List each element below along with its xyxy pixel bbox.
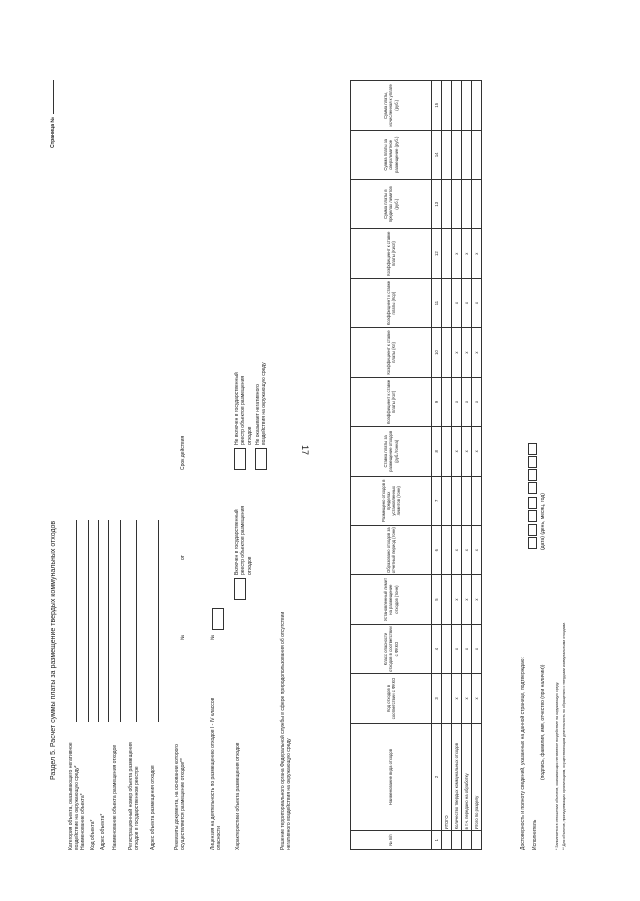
- page-number: 17: [300, 444, 311, 456]
- table-cell[interactable]: х: [472, 575, 482, 624]
- calc-table: [350, 80, 482, 850]
- table-cell[interactable]: [472, 180, 482, 229]
- index-cell: 2: [432, 723, 442, 831]
- doc-no: №: [180, 634, 186, 640]
- table-cell[interactable]: [462, 81, 472, 131]
- index-cell: 12: [432, 229, 442, 278]
- table-cell[interactable]: х: [472, 427, 482, 476]
- table-row: [472, 81, 482, 850]
- table-cell[interactable]: х: [472, 525, 482, 574]
- char-option-1: Включен в государственный реестр объектов размещения отходов: [234, 505, 253, 575]
- header-cell: Образовано отходов за отчетный период (тонн): [351, 525, 432, 574]
- table-cell[interactable]: х: [462, 575, 472, 624]
- index-cell: 1: [432, 831, 442, 850]
- table-row: [442, 81, 452, 850]
- table-cell[interactable]: [452, 476, 462, 525]
- table-cell[interactable]: [442, 180, 452, 229]
- license-box[interactable]: [212, 608, 224, 630]
- table-cell[interactable]: [462, 831, 472, 850]
- doc-from: от: [180, 555, 186, 560]
- date-caption: (дата) (день, месяц, год): [540, 493, 546, 550]
- table-cell[interactable]: х: [452, 624, 462, 673]
- index-cell: 11: [432, 278, 442, 327]
- note-2: ** Для объектов, принадлежащих организациям, осуществляющим деятельность по обращению с твердыми коммунальными отходами.: [562, 621, 566, 850]
- header-cell: Сумма платы, исчисленная к уплате (руб.): [351, 81, 432, 131]
- table-cell[interactable]: [442, 328, 452, 377]
- table-cell[interactable]: х: [472, 229, 482, 278]
- table-cell[interactable]: [442, 525, 452, 574]
- header-cell: Наименование вида отходов: [351, 723, 432, 831]
- field-reg-number: Регистрационный номер объекта размещения отходов в государственном реестре: [128, 520, 137, 850]
- index-cell: 6: [432, 525, 442, 574]
- index-cell: 9: [432, 377, 442, 426]
- table-cell[interactable]: [472, 130, 482, 179]
- authority-text: Решение территориального органа Федеральной службы в сфере природопользования об отсутствии негативного воздействия на окружающую среду: [280, 611, 293, 850]
- executor-label: Исполнитель: [532, 819, 538, 850]
- table-cell[interactable]: [442, 278, 452, 327]
- page-marker: [50, 80, 56, 148]
- page-marker-label: Страница №: [50, 117, 56, 148]
- field-category: Категория объекта, оказывающего негативное воздействие на окружающую среду*: [68, 520, 77, 850]
- table-cell[interactable]: х: [462, 278, 472, 327]
- table-cell[interactable]: Количество твердых коммунальных отходов: [452, 723, 462, 831]
- table-cell[interactable]: х: [462, 229, 472, 278]
- char-box-1[interactable]: [234, 578, 246, 600]
- table-cell[interactable]: [442, 130, 452, 179]
- table-cell[interactable]: х: [472, 377, 482, 426]
- header-cell: Код отходов в соответствии с ФККО: [351, 674, 432, 723]
- table-row: [462, 81, 472, 850]
- index-cell: 13: [432, 180, 442, 229]
- table-cell[interactable]: [442, 575, 452, 624]
- header-cell: Коэффициент к ставке платы (Кисп): [351, 229, 432, 278]
- table-cell[interactable]: [442, 81, 452, 131]
- table-cell[interactable]: [442, 427, 452, 476]
- table-cell[interactable]: [462, 476, 472, 525]
- table-cell[interactable]: в т.ч. передано на обработку: [462, 723, 472, 831]
- table-cell[interactable]: [442, 624, 452, 673]
- table-cell[interactable]: х: [462, 427, 472, 476]
- header-cell: Установленный лимит на размещение отходов (тонн): [351, 575, 432, 624]
- table-cell[interactable]: х: [452, 229, 462, 278]
- table-cell[interactable]: [442, 831, 452, 850]
- table-cell[interactable]: Итого по разделу: [472, 723, 482, 831]
- page-marker-line: [53, 80, 54, 114]
- table-cell[interactable]: х: [452, 427, 462, 476]
- reporting-label: Достоверность и полноту сведений, указанных на данной странице, подтверждаю:: [520, 657, 526, 850]
- index-cell: 14: [432, 130, 442, 179]
- signature-caption: (подпись, фамилия, имя, отчество (при наличии)): [540, 664, 546, 780]
- char-box-3[interactable]: [255, 448, 267, 470]
- table-cell[interactable]: [442, 476, 452, 525]
- table-cell[interactable]: х: [462, 377, 472, 426]
- index-cell: 7: [432, 476, 442, 525]
- index-row: [432, 81, 442, 850]
- header-cell: Сумма платы за сверхлимитное размещение (руб.): [351, 130, 432, 179]
- table-cell[interactable]: х: [472, 624, 482, 673]
- character-label: Характеристики объекта размещения отходов: [235, 742, 241, 850]
- calc-body: [432, 81, 482, 850]
- table-cell[interactable]: х: [462, 328, 472, 377]
- field-object-address: Адрес объекта*: [100, 520, 109, 850]
- table-cell[interactable]: х: [462, 525, 472, 574]
- table-cell[interactable]: [472, 831, 482, 850]
- table-cell[interactable]: [452, 831, 462, 850]
- rotated-form: [50, 80, 590, 850]
- char-box-2[interactable]: [234, 448, 246, 470]
- table-cell[interactable]: [462, 130, 472, 179]
- table-cell[interactable]: [462, 180, 472, 229]
- index-cell: 15: [432, 81, 442, 131]
- header-cell: № п/п: [351, 831, 432, 850]
- table-cell[interactable]: ИТОГО: [442, 723, 452, 831]
- doc-valid: Срок действия: [180, 435, 186, 470]
- license-label: Лицензия на деятельность по размещению отходов I - IV классов опасности: [210, 697, 223, 850]
- table-cell[interactable]: х: [452, 278, 462, 327]
- note-1: * Заполняется в отношении объектов, оказывающих негативное воздействие на окружающую среду.: [555, 681, 559, 850]
- field-object-name: Наименование объекта*: [80, 520, 89, 850]
- table-cell[interactable]: [472, 476, 482, 525]
- table-cell[interactable]: х: [462, 624, 472, 673]
- table-cell[interactable]: [472, 81, 482, 131]
- header-cell: Сумма платы в пределах лимитов (руб.): [351, 180, 432, 229]
- field-object-code: Код объекта*: [90, 520, 99, 850]
- field-disposal-address: Адрес объекта размещения отходов: [150, 520, 159, 850]
- table-cell[interactable]: [442, 377, 452, 426]
- table-row: [452, 81, 462, 850]
- index-cell: 5: [432, 575, 442, 624]
- table-cell[interactable]: х: [472, 674, 482, 723]
- table-cell[interactable]: х: [472, 278, 482, 327]
- table-cell[interactable]: х: [452, 575, 462, 624]
- table-cell[interactable]: [442, 674, 452, 723]
- header-cell: Коэффициент к ставке платы (Кл): [351, 328, 432, 377]
- table-cell[interactable]: х: [452, 525, 462, 574]
- date-boxes[interactable]: [528, 443, 537, 550]
- table-cell[interactable]: х: [452, 377, 462, 426]
- table-cell[interactable]: х: [452, 674, 462, 723]
- field-doc-requisites: Реквизиты документа, на основании которого осуществляется размещение отходов**: [174, 744, 187, 850]
- table-cell[interactable]: [452, 180, 462, 229]
- table-cell[interactable]: [452, 81, 462, 131]
- index-cell: 10: [432, 328, 442, 377]
- header-cell: Коэффициент к ставке платы (Кср): [351, 278, 432, 327]
- header-cell: Ставка платы за размещение отходов (руб./тонна): [351, 427, 432, 476]
- license-no: №: [210, 634, 216, 640]
- header-cell: Класс опасности отходов в соответствии с ФККО: [351, 624, 432, 673]
- index-cell: 8: [432, 427, 442, 476]
- index-cell: 3: [432, 674, 442, 723]
- table-cell[interactable]: х: [462, 674, 472, 723]
- char-option-3: Не оказывает негативного воздействия на окружающую среду: [255, 362, 268, 445]
- table-cell[interactable]: х: [472, 328, 482, 377]
- char-option-2: Не включен в государственный реестр объектов размещения отходов: [234, 372, 253, 445]
- header-row: [351, 81, 432, 850]
- table-cell[interactable]: х: [452, 328, 462, 377]
- table-cell[interactable]: [452, 130, 462, 179]
- index-cell: 4: [432, 624, 442, 673]
- header-cell: Коэффициент к ставке платы (Кот): [351, 377, 432, 426]
- header-cell: Размещено отходов в пределах установленных лимитов (тонн): [351, 476, 432, 525]
- field-disposal-name: Наименование объекта размещения отходов: [112, 520, 121, 850]
- table-cell[interactable]: [442, 229, 452, 278]
- section-title: Раздел 5. Расчет суммы платы за размещение твердых коммунальных отходов: [50, 520, 57, 780]
